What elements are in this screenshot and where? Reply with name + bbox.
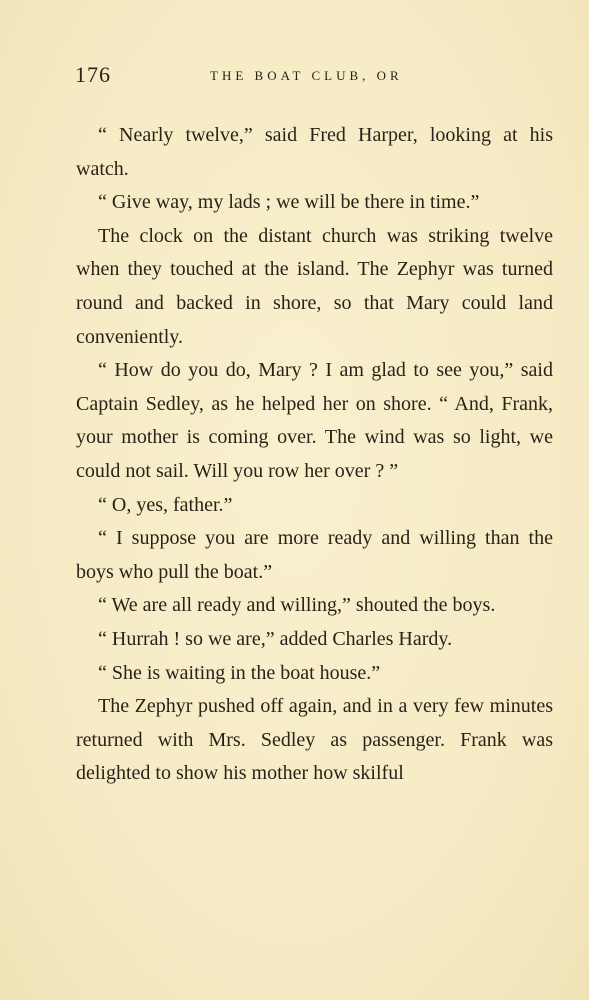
paragraph: “ Nearly twelve,” said Fred Harper, looking at his watch. <box>76 124 553 180</box>
paragraph: The Zephyr pushed off again, and in a very few minutes returned with Mrs. Sedley as passenger. Frank was delighted to show his mother how skilful <box>76 695 553 785</box>
body-text <box>76 119 553 791</box>
running-title: THE BOAT CLUB, OR <box>210 68 403 83</box>
paragraph: “ I suppose you are more ready and willing than the boys who pull the boat.” <box>76 527 553 583</box>
paragraph: “ She is waiting in the boat house.” <box>98 661 381 684</box>
paragraph: “ Give way, my lads ; we will be there in time.” <box>98 191 480 214</box>
running-head <box>75 62 555 92</box>
paragraph: “ How do you do, Mary ? I am glad to see you,” said Captain Sedley, as he helped her on shore. “ And, Frank, your mother is coming over. The wind was so light, we could not sail. Will you row her over ? ” <box>76 359 553 482</box>
paragraph: The clock on the distant church was striking twelve when they touched at the island. The Zephyr was turned round and backed in shore, so that Mary could land conveniently. <box>76 224 553 348</box>
paragraph: “ Hurrah ! so we are,” added Charles Hardy. <box>98 627 453 650</box>
paragraph: “ O, yes, father.” <box>98 493 233 516</box>
paragraph: “ We are all ready and willing,” shouted the boys. <box>98 594 496 617</box>
page-number: 176 <box>75 62 111 87</box>
